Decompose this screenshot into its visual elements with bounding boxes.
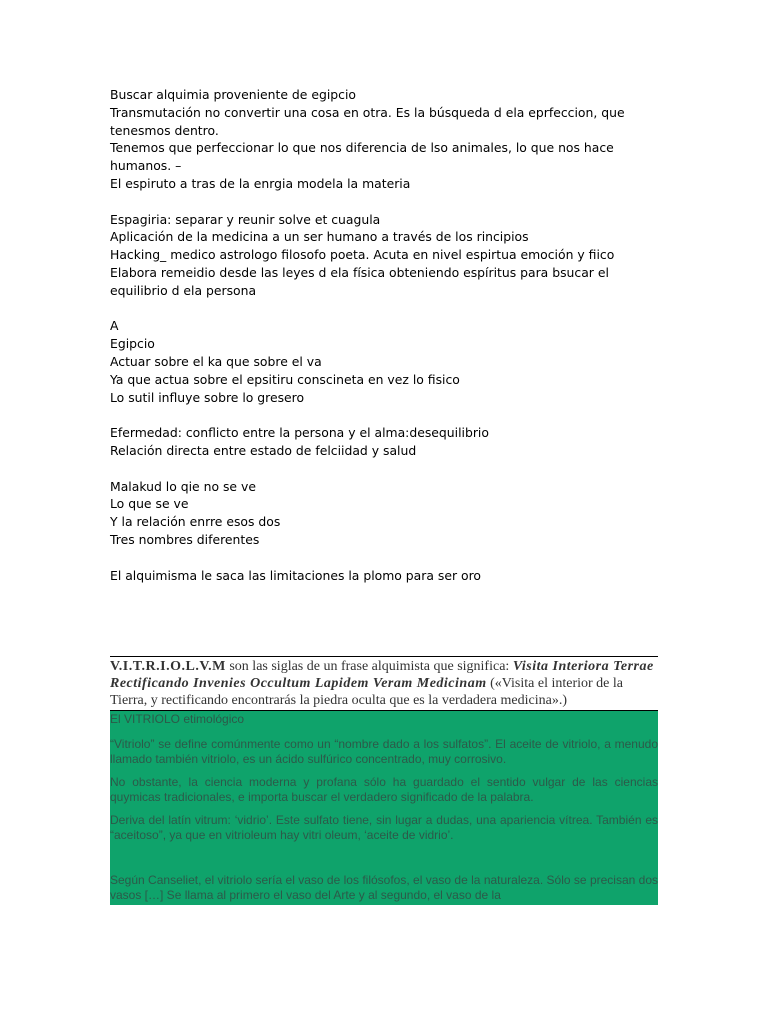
vitriol-latin: Visita Interiora Terrae Rectificando Invenies Occultum Lapidem Veram Medicinam (110, 659, 654, 691)
etymology-paragraph: “Vitriolo” se define comúnmente como un “nombre dado a los sulfatos”. El aceite de vitriolo, a menudo llamado también vitriolo, es un ácido sulfúrico concentrado, muy corrosivo. (110, 737, 658, 766)
etymology-title: El VITRIOLO etimológico (110, 712, 245, 726)
note-line: Lo que se ve (110, 496, 189, 512)
blank-line (110, 460, 670, 478)
note-line: Efermedad: conflicto entre la persona y el alma:desequilibrio (110, 425, 489, 441)
note-line: El alquimisma le saca las limitaciones la plomo para ser oro (110, 567, 481, 583)
note-line: Hacking_ medico astrologo filosofo poeta. Acuta en nivel espirtua emoción y fiico (110, 247, 615, 263)
note-line: Y la relación enrre esos dos (110, 514, 281, 530)
note-line: Lo sutil influye sobre lo gresero (110, 389, 305, 405)
note-line: El espiruto a tras de la enrgia modela la materia (110, 175, 411, 191)
etymology-paragraph: No obstante, la ciencia moderna y profana sólo ha guardado el sentido vulgar de las ciencias quymicas tradicionales, e importa buscar el verdadero significado de la palabra. (110, 775, 658, 804)
blank-line (110, 406, 670, 424)
note-line: Tres nombres diferentes (110, 531, 260, 547)
vitriol-acronym: V.I.T.R.I.O.L.V.M (110, 659, 226, 674)
note-line: Espagiria: separar y reunir solve et cuagula (110, 211, 381, 227)
note-line: tenesmos dentro. (110, 122, 219, 138)
blank-line (110, 193, 670, 211)
note-line: Malakud lo qie no se ve (110, 478, 256, 494)
blank-line (110, 300, 670, 318)
etymology-box (110, 710, 658, 905)
paragraph-spacer (110, 851, 658, 873)
note-line: Ya que actua sobre el epsitiru conscineta en vez lo fisico (110, 371, 460, 387)
vitriol-section (110, 656, 658, 905)
note-line: Relación directa entre estado de felciidad y salud (110, 442, 417, 458)
vitriol-translation: («Visita el interior de la Tierra, y rectificando encontrarás la piedra oculta que es la verdadera medicina».) (110, 676, 623, 708)
vitriol-definition (110, 657, 658, 710)
note-line: A (110, 318, 119, 334)
note-line: Aplicación de la medicina a un ser humano a través de los rincipios (110, 229, 529, 245)
note-line: Transmutación no convertir una cosa en otra. Es la búsqueda d ela eprfeccion, que (110, 104, 625, 120)
note-line: humanos. – (110, 158, 182, 174)
note-line: Buscar alquimia proveniente de egipcio (110, 87, 356, 102)
vitriol-intro: son las siglas de un frase alquimista que significa: (225, 659, 513, 674)
note-line: Egipcio (110, 336, 155, 352)
handwritten-notes (110, 86, 670, 584)
note-line: Elabora remeidio desde las leyes d ela física obteniendo espíritus para bsucar el (110, 264, 609, 280)
note-line: equilibrio d ela persona (110, 282, 257, 298)
blank-line (110, 549, 670, 567)
note-line: Actuar sobre el ka que sobre el va (110, 353, 322, 369)
etymology-paragraph: Según Canseliet, el vitriolo sería el vaso de los filósofos, el vaso de la naturaleza. Sólo se precisan dos vasos […] Se llama al primero el vaso del Arte y al segundo, el vaso de la (110, 873, 658, 902)
note-line: Tenemos que perfeccionar lo que nos diferencia de lso animales, lo que nos hace (110, 140, 614, 156)
etymology-paragraph: Deriva del latín vitrum: ‘vidrio’. Este sulfato tiene, sin lugar a dudas, una apariencia vítrea. También es “aceitoso”, ya que en vitrioleum hay vitri oleum, ‘aceite de vidrio’. (110, 813, 658, 842)
